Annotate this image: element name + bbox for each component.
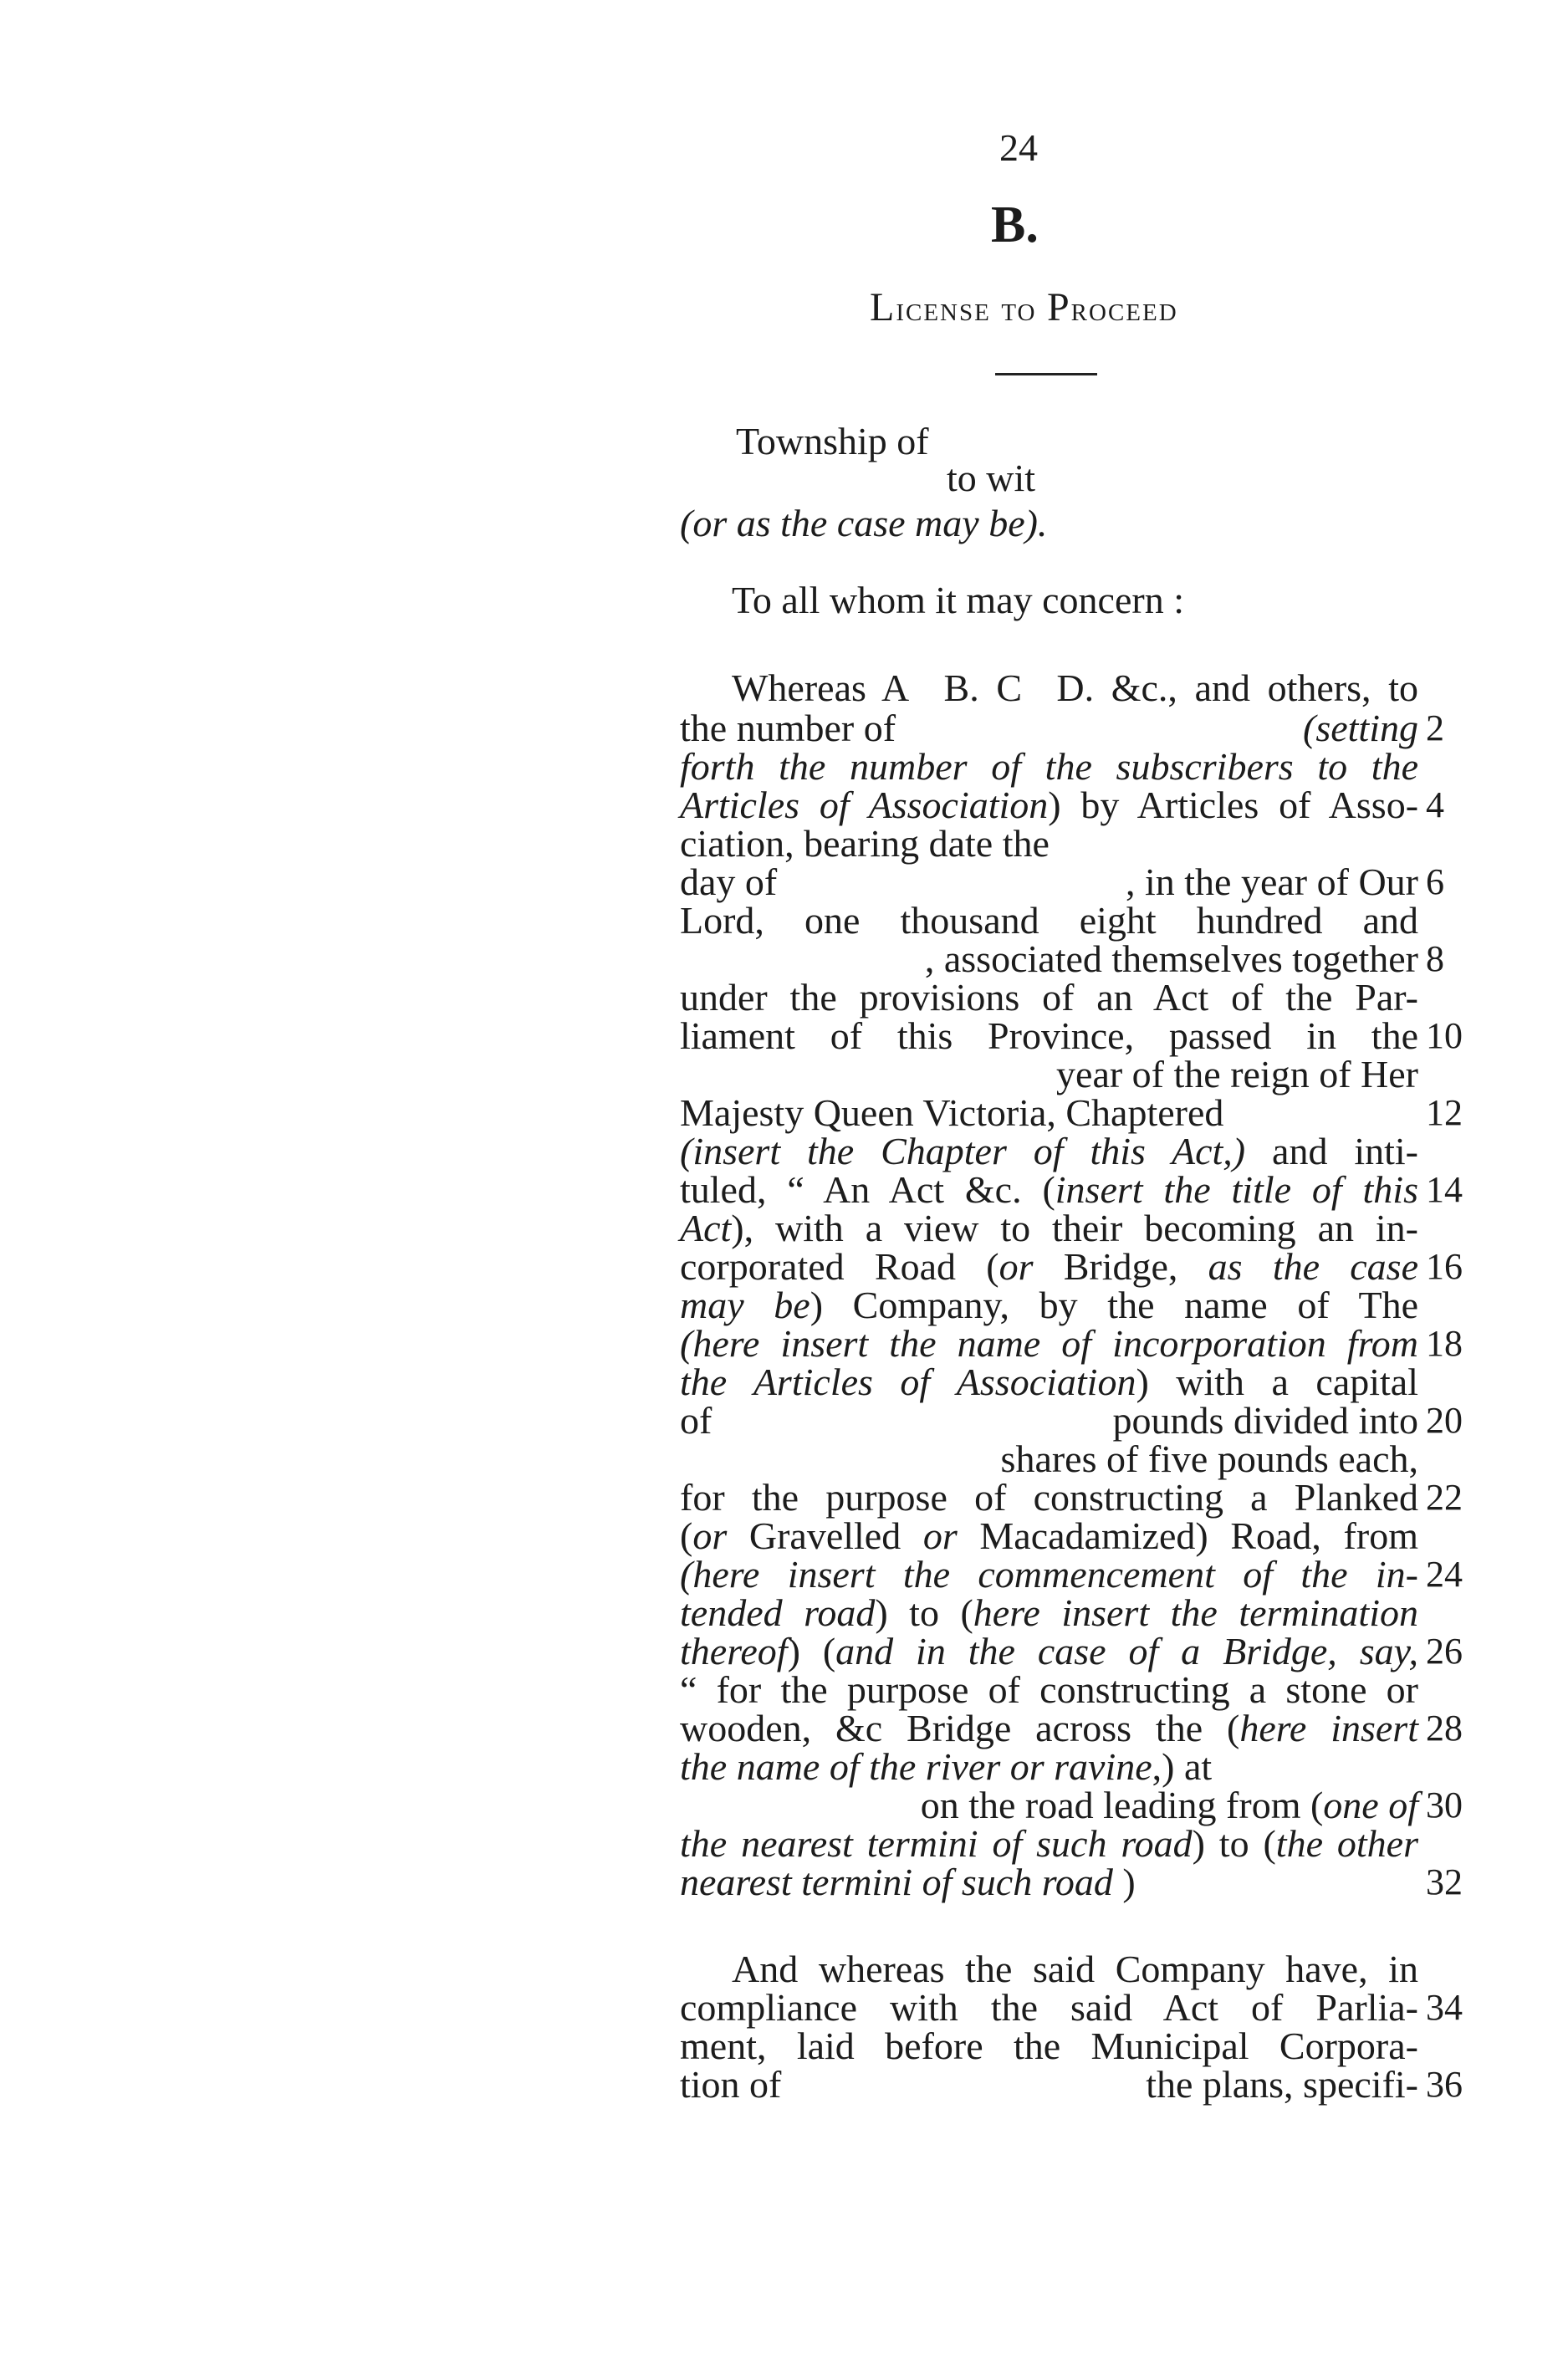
text-line: (insert the Chapter of this Act,) and inti- [680,1130,1419,1172]
schedule-letter: B. [991,197,1039,253]
page-number: 24 [999,126,1038,169]
text-line: compliance with the said Act of Parlia- [680,1986,1418,2029]
text-line: day of , in the year of Our [680,860,1418,903]
text-line: tion of the plans, specifi- [680,2063,1418,2106]
line-number: 34 [1426,1987,1463,2028]
text-line: shares of five pounds each, [1000,1437,1418,1480]
text-line: nearest termini of such road ) [680,1861,1136,1903]
line-number: 4 [1426,784,1444,825]
line-number: 18 [1426,1323,1463,1364]
address-line-3: (or as the case may be). [680,502,1048,544]
text-line: corporated Road (or Bridge, as the case [680,1245,1418,1288]
salutation: To all whom it may concern : [732,579,1184,621]
line-number: 22 [1426,1477,1463,1518]
text-line: ciation, bearing date the [680,822,1050,865]
text-line: forth the number of the subscribers to the [680,745,1418,788]
text-line: (here insert the name of incorporation from [680,1322,1418,1365]
line-number: 10 [1426,1015,1463,1056]
text-line: the name of the river or ravine,) at [680,1745,1213,1788]
text-line: tuled, “ An Act &c. (insert the title of this [680,1168,1418,1211]
heading: License to Proceed [870,285,1178,329]
text-line: Whereas A B. C D. &c., and others, to [732,666,1418,709]
line-number: 12 [1426,1092,1463,1133]
line-number: 26 [1426,1631,1463,1672]
text-line: wooden, &c Bridge across the (here insert [680,1707,1418,1749]
line-number: 36 [1426,2064,1463,2105]
text-line: the number of (setting [680,707,1418,749]
line-number: 14 [1426,1169,1463,1210]
text-line: for the purpose of constructing a Planked [680,1476,1418,1519]
text-line: (here insert the commencement of the in- [680,1553,1418,1596]
line-number: 28 [1426,1708,1463,1749]
line-number: 2 [1426,707,1444,748]
text-line: liament of this Province, passed in the [680,1014,1418,1057]
text-line: the nearest termini of such road) to (the other [680,1822,1418,1865]
text-line: , associated themselves together [924,937,1418,980]
text-line: tended road) to (here insert the termination [680,1591,1418,1634]
line-number: 20 [1426,1400,1463,1441]
text-line: of pounds divided into [680,1399,1418,1442]
line-number: 24 [1426,1554,1463,1595]
text-line: And whereas the said Company have, in [732,1948,1418,1990]
address-line-2: to wit [947,457,1036,499]
text-line: under the provisions of an Act of the Par- [680,976,1418,1019]
text-line: Lord, one thousand eight hundred and [680,899,1418,942]
line-number: 32 [1426,1861,1463,1902]
text-line: Act), with a view to their becoming an in- [680,1207,1418,1249]
text-line: Majesty Queen Victoria, Chaptered [680,1091,1224,1134]
text-line: may be) Company, by the name of The [680,1284,1418,1326]
text-line: year of the reign of Her [1056,1053,1418,1095]
text-line: on the road leading from (one of [920,1784,1418,1826]
text-line: thereof) (and in the case of a Bridge, say, [680,1630,1418,1672]
line-number: 30 [1426,1785,1463,1825]
text-line: (or Gravelled or Macadamized) Road, from [680,1514,1418,1557]
text-line: ment, laid before the Municipal Corpora- [680,2025,1418,2067]
line-number: 8 [1426,938,1444,979]
text-line: the Articles of Association) with a capital [680,1361,1418,1403]
address-line-1: Township of [736,420,929,462]
line-number: 6 [1426,861,1444,902]
text-line: Articles of Association) by Articles of Asso- [680,784,1419,826]
line-number: 16 [1426,1246,1463,1287]
text-line: “ for the purpose of constructing a stone or [680,1668,1418,1711]
heading-rule [995,373,1097,375]
